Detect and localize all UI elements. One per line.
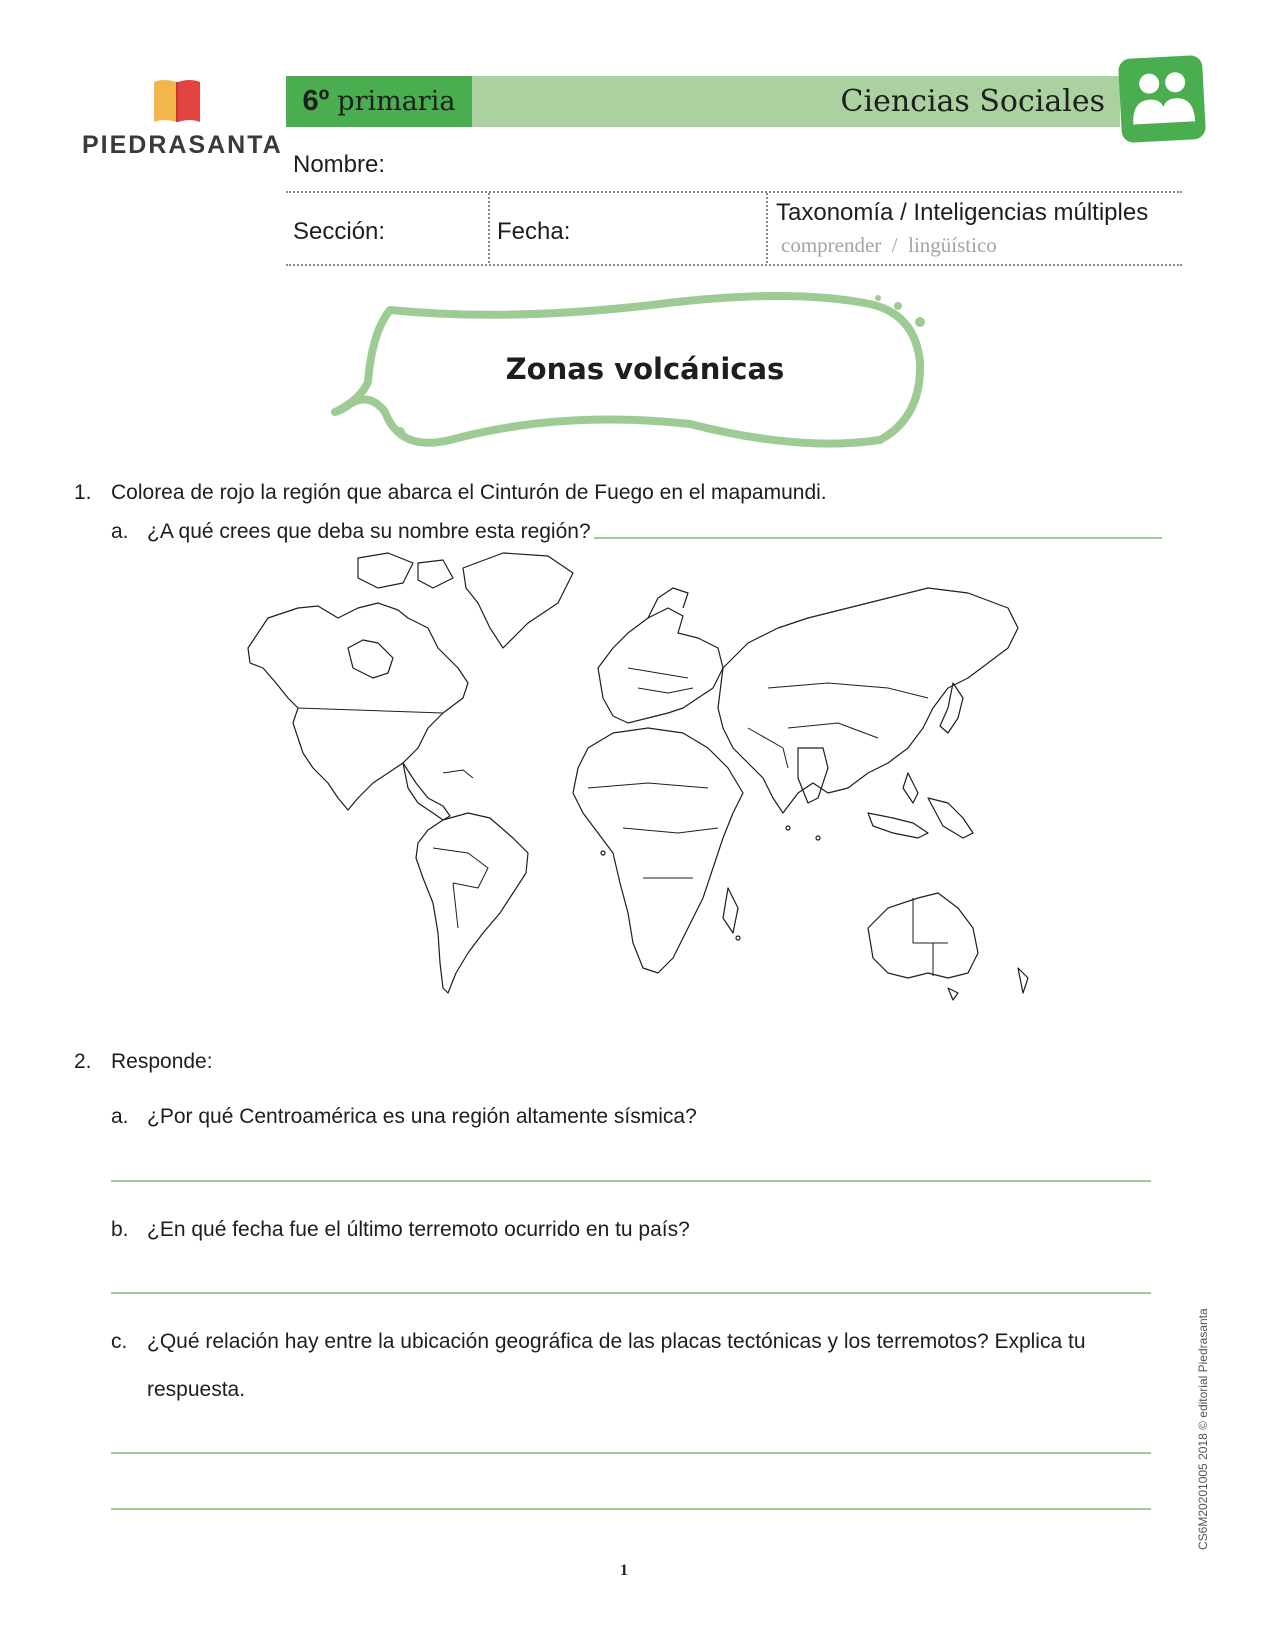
q1-number: 1.	[74, 481, 92, 504]
grade-number: 6º	[302, 85, 330, 117]
q2-text: Responde:	[111, 1050, 213, 1073]
europe-outline	[598, 608, 723, 723]
worksheet-title: Zonas volcánicas	[505, 352, 785, 386]
q2-number: 2.	[74, 1050, 92, 1073]
q2c-text-line1: ¿Qué relación hay entre la ubicación geográfica de las placas tectónicas y los terremotos? Explica tu	[147, 1330, 1086, 1353]
africa-outline	[573, 728, 743, 973]
q1a-answer-line	[594, 537, 1162, 539]
grade-text: primaria	[337, 86, 456, 117]
piedrasanta-logo-icon	[152, 78, 202, 124]
name-label: Nombre:	[293, 151, 386, 178]
world-map	[228, 548, 1058, 1038]
asia-outline	[718, 588, 1018, 813]
people-icon	[1128, 67, 1197, 130]
q2a-text: ¿Por qué Centroamérica es una región altamente sísmica?	[147, 1105, 697, 1128]
australia-outline	[868, 893, 978, 978]
q2c-letter: c.	[111, 1330, 128, 1353]
q2c-answer-line-2	[111, 1508, 1151, 1510]
greenland-outline	[463, 553, 573, 648]
q2c-answer-line-1	[111, 1452, 1151, 1454]
taxonomy-title: Taxonomía / Inteligencias múltiples	[776, 199, 1149, 226]
subject-badge	[1118, 55, 1206, 143]
date-divider	[766, 193, 768, 263]
page-number: 1	[620, 1562, 628, 1579]
section-divider	[488, 193, 490, 263]
q1a-text: ¿A qué crees que deba su nombre esta región?	[147, 520, 591, 543]
grade-badge	[286, 76, 472, 127]
q2b-letter: b.	[111, 1218, 129, 1241]
q2c-text-line2: respuesta.	[147, 1378, 246, 1401]
subject-title: Ciencias Sociales	[840, 84, 1105, 119]
copyright-credit: CS6M20201005 2018 © editorial Piedrasanta	[1196, 1308, 1210, 1550]
q1a-letter: a.	[111, 520, 129, 543]
q2b-answer-line	[111, 1292, 1151, 1294]
brand-name: PIEDRASANTA	[82, 131, 283, 159]
section-label: Sección:	[293, 218, 386, 245]
q2a-answer-line	[111, 1180, 1151, 1182]
q2b-text: ¿En qué fecha fue el último terremoto ocurrido en tu país?	[147, 1218, 690, 1241]
taxonomy-values: comprender / lingüístico	[781, 233, 997, 257]
form-bottom-divider	[286, 264, 1182, 266]
north-america-outline	[248, 603, 468, 810]
q1-text: Colorea de rojo la región que abarca el Cinturón de Fuego en el mapamundi.	[111, 481, 827, 504]
japan-outline	[940, 683, 963, 733]
date-label: Fecha:	[497, 218, 571, 245]
q2a-letter: a.	[111, 1105, 129, 1128]
name-divider	[286, 191, 1182, 193]
south-america-outline	[416, 813, 528, 993]
